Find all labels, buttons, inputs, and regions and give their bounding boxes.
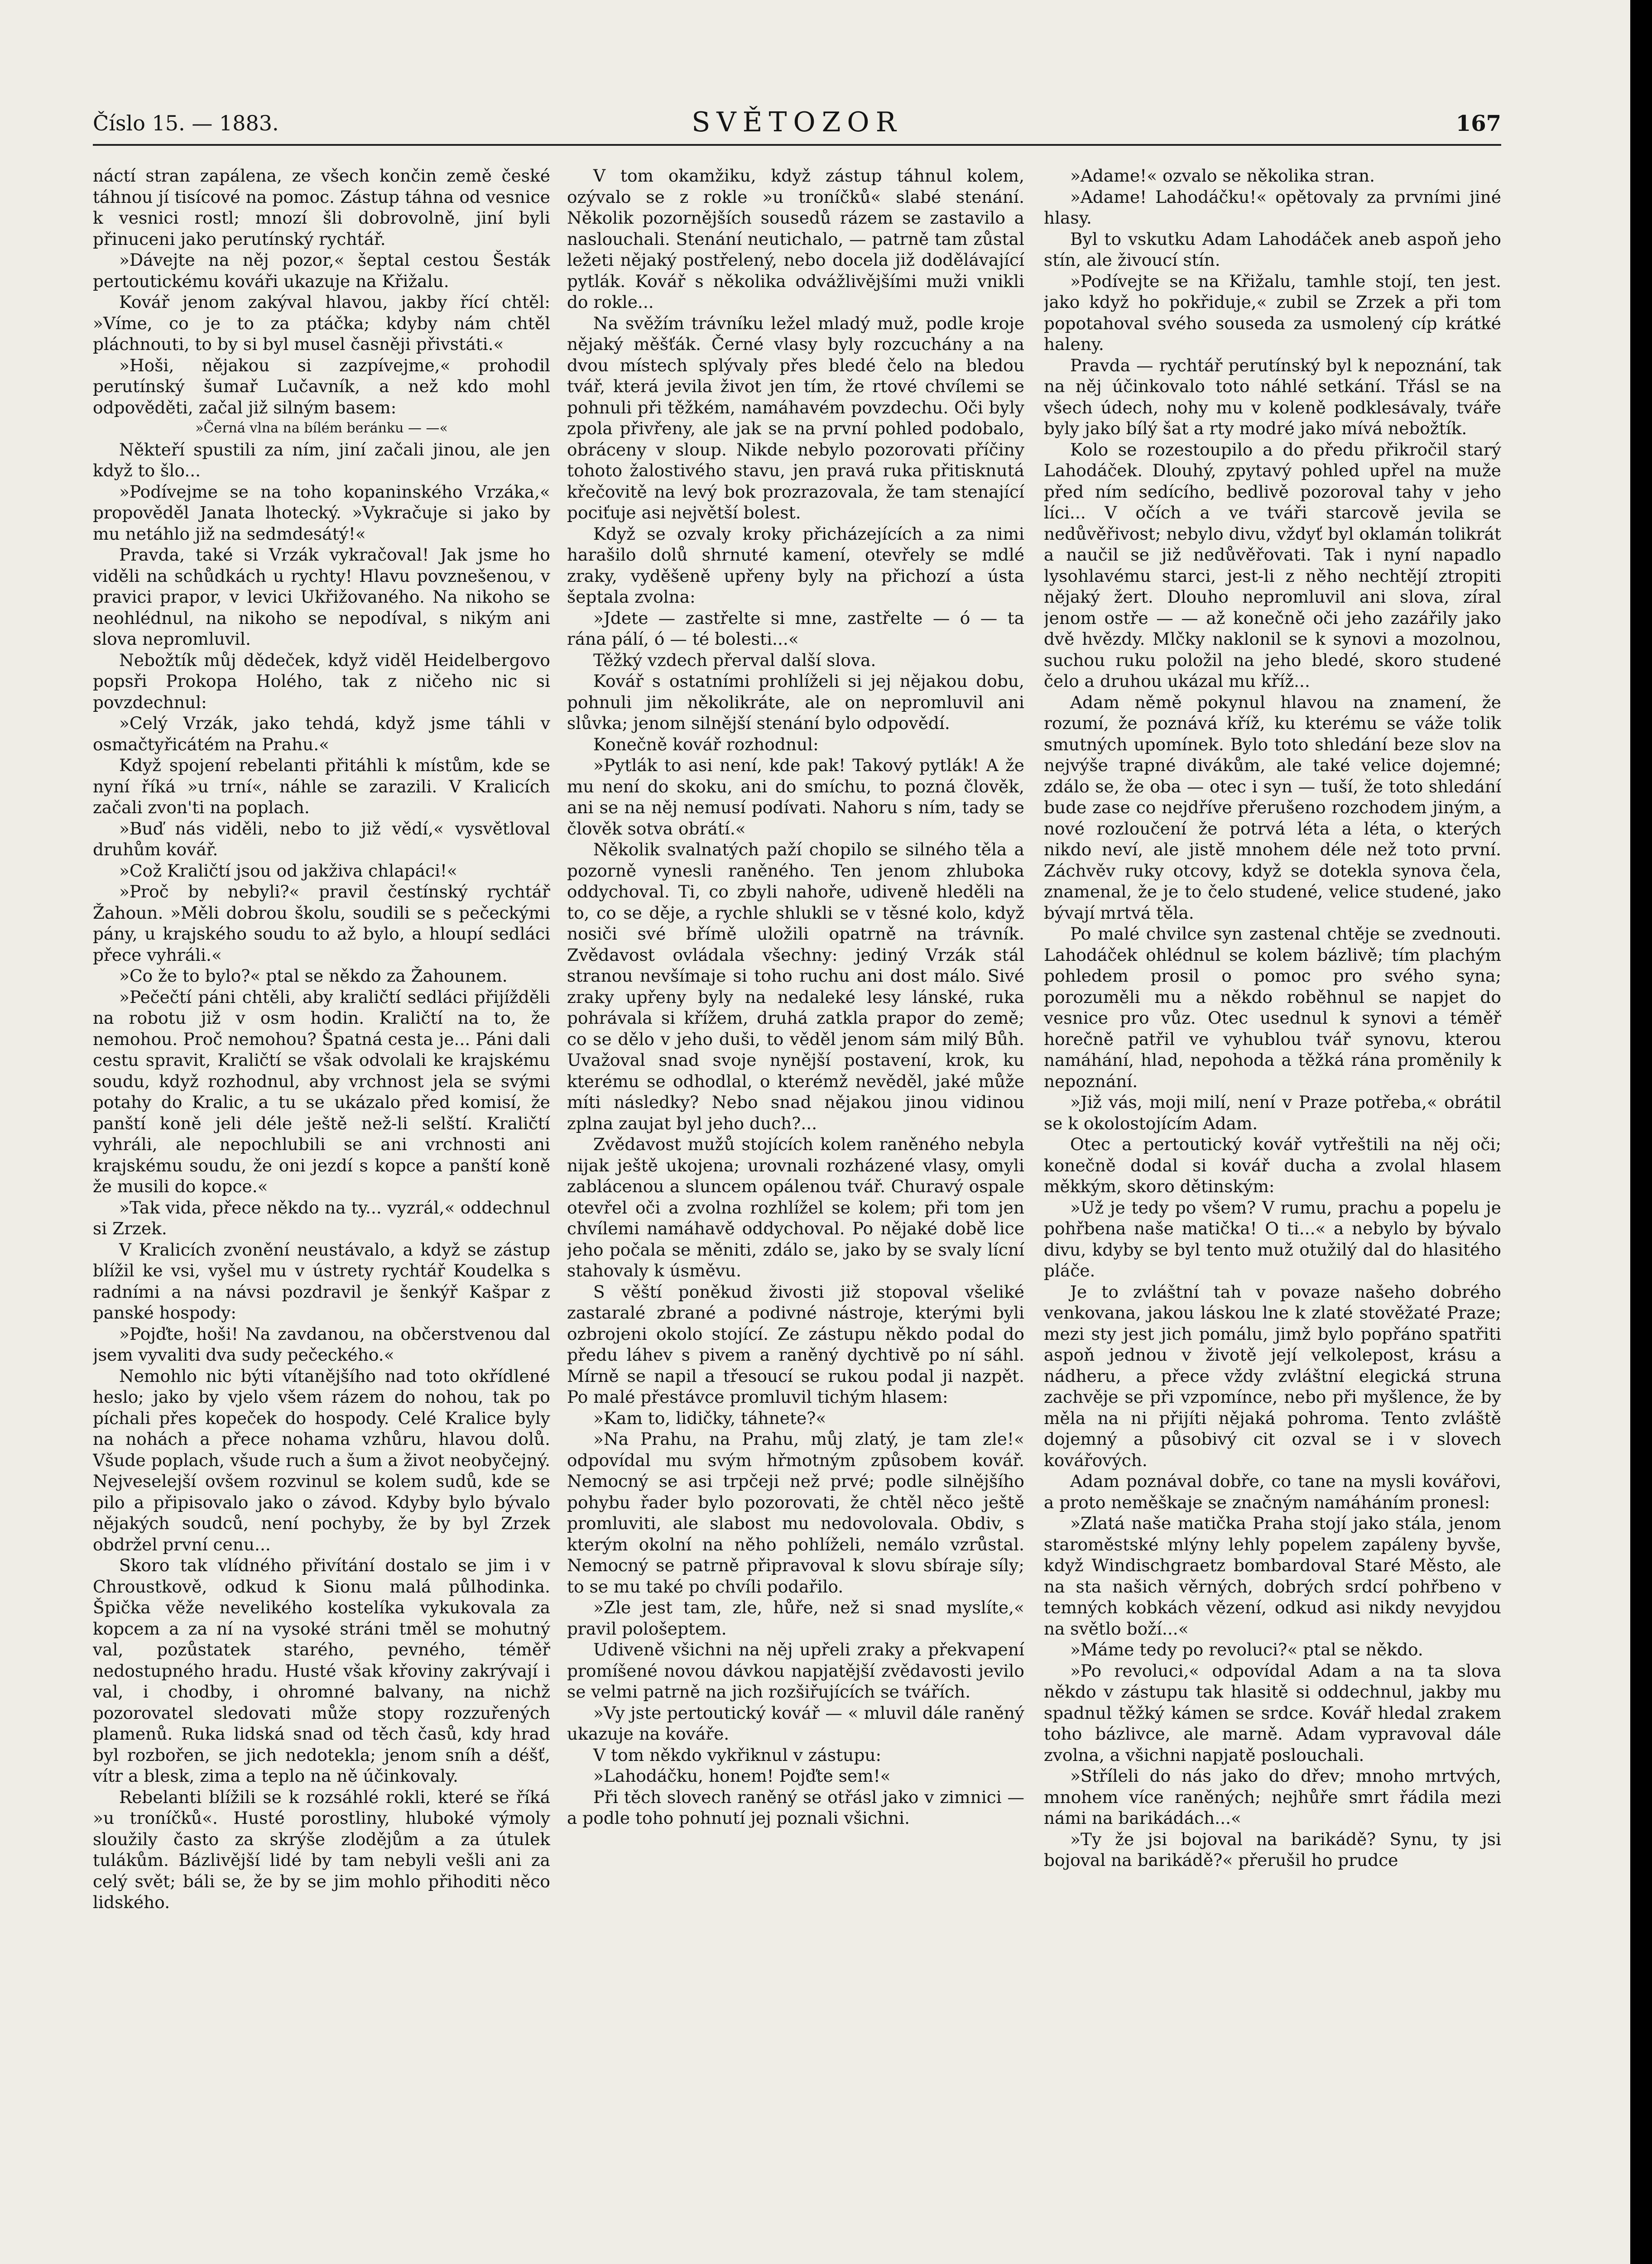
paragraph: »Celý Vrzák, jako tehdá, když jsme táhli v osmačtyřicátém na Prahu.« [93, 713, 550, 754]
paragraph: »Už je tedy po všem? V rumu, prachu a popelu je pohřbena naše matička! O ti...« a nebylo by bývalo divu, kdyby se byl tento muž otužilý dal do hlasitého pláče. [1044, 1197, 1501, 1281]
paragraph: »Adame!« ozvalo se několika stran. [1070, 166, 1375, 186]
paragraph: »Adame! Lahodáčku!« opětovaly za prvními jiné hlasy. [1044, 187, 1501, 228]
paragraph: Pravda, také si Vrzák vykračoval! Jak jsme ho viděli na schůdkách u rychty! Hlavu povznešenou, v pravici prapor, v levici Ukřižovaného. Na nikoho se neohlédnul, na nikoho se nepodíval, s nikým ani slova nepromluvil. [93, 545, 550, 649]
paragraph: »Pytlák to asi není, kde pak! Takový pytlák! A že mu není do skoku, ani do smíchu, to pozná člověk, ani se na něj nemusí podívati. Nahoru s ním, tady se člověk sotva obrátí.« [567, 755, 1024, 839]
paragraph: »Stříleli do nás jako do dřev; mnoho mrtvých, mnohem více raněných; nejhůře smrt řádila mezi námi na barikádách...« [1044, 1766, 1501, 1828]
paragraph: Těžký vzdech přerval další slova. [593, 650, 876, 670]
paragraph: Pravda — rychtář perutínský byl k nepoznání, tak na něj účinkovalo toto náhlé setkání. Třásl se na všech údech, nohy mu v koleně podklesávaly, tváře byly jako bílý šat a rty modré jako mívá nebožtík. [1044, 355, 1501, 438]
paragraph: S věští poněkud živosti již stopoval všeliké zastaralé zbrané a podivné nástroje, kterými byli ozbrojeni okolo stojící. Ze zástupu někdo podal do předu láhev s pivem a raněný dychtivě po ní sáhl. Mírně se napil a třesoucí se rukou podal ji nazpět. Po malé přestávce promluvil tichým hlasem: [567, 1281, 1024, 1407]
text-column-right [1044, 165, 1501, 2221]
paragraph: Zvědavost mužů stojících kolem raněného nebyla nijak ještě ukojena; urovnali rozházené vlasy, omyli zablácenou a sluncem opálenou tvář. Churavý ospale otevřel oči a zvolna rozhlížel se kolem; při tom jen chvílemi namáhavě oddychoval. Po nějaké době lice jeho počala se měniti, zdálo se, jako by se svaly lícní stahovaly k úsměvu. [567, 1134, 1024, 1281]
paragraph: »Ty že jsi bojoval na barikádě? Synu, ty jsi bojoval na barikádě?« přerušil ho prudce [1044, 1829, 1501, 1870]
issue-number: Číslo 15. — 1883. [93, 111, 279, 135]
paragraph: Skoro tak vlídného přivítání dostalo se jim i v Chroustkově, odkud k Sionu malá půlhodinka. Špička věže nevelikého kostelíka vykukovala za kopcem a za ní na vysoké stráni tměl se mohutný val, pozůstatek starého, pevného, téměř nedostupného hradu. Husté však křoviny zakrývají i val, i chodby, i ohromné balvany, na nichž pozorovatel sledovati může stopy rozzuřených plamenů. Ruka lidská snad od těch časů, kdy hrad byl rozbořen, se jich nedotekla; jenom sníh a déšť, vítr a blesk, zima a teplo na ně účinkovaly. [93, 1555, 550, 1786]
paragraph: »Již vás, moji milí, není v Praze potřeba,« obrátil se k okolostojícím Adam. [1044, 1092, 1501, 1133]
paragraph: »Jdete — zastřelte si mne, zastřelte — ó — ta rána pálí, ó — té bolesti...« [567, 608, 1024, 649]
paragraph: Když spojení rebelanti přitáhli k místům, kde se nyní říká »u trní«, náhle se zarazili. V Kralicích začali zvon'ti na poplach. [93, 755, 550, 817]
header-rule [93, 144, 1501, 146]
paragraph: »Což Kraličtí jsou od jakživa chlapáci!« [119, 860, 457, 881]
paragraph: V tom okamžiku, když zástup táhnul kolem, ozývalo se z rokle »u troníčků« slabé stenání. Několik pozornějších sousedů rázem se zastavilo a naslouchali. Stenání neutichalo, — patrně tam zůstal ležeti nějaký postřelený, nebo docela již dodělávající pytlák. Kovář s několika odvážlivějšími muži vnikli do rokle... [567, 166, 1024, 312]
paragraph: »Dávejte na něj pozor,« šeptal cestou Šesták pertoutickému kováři ukazuje na Křižalu. [93, 250, 550, 291]
paragraph: Adam němě pokynul hlavou na znamení, že rozumí, že poznává kříž, ku kterému se váže tolik smutných upomínek. Bylo toto shledání beze slov na nejvýše trapné divákům, ale také velice dojemné; zdálo se, že oba — otec i syn — tuší, že toto shledání bude zase co nejdříve přerušeno rozchodem jiným, a nové rozloučení že potrvá léta a léta, o kterých nikdo neví, ale jistě mnohem déle než toto první. Záchvěv ruky otcovy, když se dotekla synova čela, znamenal, že je to čelo studené, velice studené, jako bývají mrtvá těla. [1044, 692, 1501, 923]
paragraph: Adam poznával dobře, co tane na mysli kovářovi, a proto neměškaje se značným namáháním pronesl: [1044, 1471, 1501, 1512]
paragraph: Nebožtík můj dědeček, když viděl Heidelbergovo popsři Prokopa Holého, tak z ničeho nic si povzdechnul: [93, 650, 550, 712]
paragraph: »Podívejme se na toho kopaninského Vrzáka,« propověděl Janata lhotecký. »Vykračuje si jako by mu netáhlo již na sedmdesátý!« [93, 481, 550, 544]
paragraph: Při těch slovech raněný se otřásl jako v zimnici — a podle toho pohnutí jej poznali všichni. [567, 1787, 1024, 1828]
paragraph: »Podívejte se na Křižalu, tamhle stojí, ten jest. jako když ho pokřiduje,« zubil se Zrzek a při tom popotahoval svého souseda za usmolený cíp krátké haleny. [1044, 271, 1501, 354]
paragraph: »Zle jest tam, zle, hůře, než si snad myslíte,« pravil pološeptem. [567, 1597, 1024, 1639]
paragraph: V tom někdo vykřiknul v zástupu: [593, 1745, 882, 1765]
paragraph: Kolo se rozestoupilo a do předu přikročil starý Lahodáček. Dlouhý, zpytavý pohled upřel na muže před ním sedícího, bedlivě pozoroval tahy v jeho líci... V očích a ve tváři starcově jevila se nedůvěřivost; nebylo divu, vždyť byl oklamán tolikrát a naučil se již nedůvěřovati. Tak i nyní napadlo lysohlavému starci, jest-li z něho nechtějí ztropiti nějaký žert. Dlouho nepromluvil ani slova, zíral jenom ostře — — až konečně oči jeho zazářily jako dvě hvězdy. Mlčky naklonil se k synovi a mozolnou, suchou ruku položil na jeho bledé, skoro studené čelo a druhou ukázal mu kříž... [1044, 439, 1501, 691]
paragraph: »Lahodáčku, honem! Pojďte sem!« [593, 1766, 891, 1786]
paragraph: »Zlatá naše matička Praha stojí jako stála, jenom staroměstské mlýny lehly popelem zapáleny byvše, když Windischgraetz bombardoval Staré Město, ale na sta našich věrných, dobrých srdcí pohřbeno v temných kobkách vězení, odkud asi nikdy nevyjdou na světlo boží...« [1044, 1513, 1501, 1639]
paragraph: Po malé chvilce syn zastenal chtěje se zvednouti. Lahodáček ohlédnul se kolem bázlivě; tím plachým pohledem prosil o pomoc pro svého syna; porozuměli mu a někdo roběhnul se napjet do vesnice pro vůz. Otec usednul k synovi a téměř horečně patřil ve vyhublou tvář synovu, kterou namáhání, hlad, nepohoda a těžká rána proměnily k nepoznání. [1044, 924, 1501, 1091]
paragraph: Udiveně všichni na něj upřeli zraky a překvapení promíšené novou dávkou napjatější zvědavosti jevilo se velmi patrně na jich rozšiřujících se tvářích. [567, 1640, 1024, 1702]
paragraph: »Po revoluci,« odpovídal Adam a na ta slova někdo v zástupu tak hlasitě si oddechnul, jakby mu spadnul těžký kámen se srdce. Kovář hledal zrakem toho bázlivce, ale marně. Adam vypravoval dále zvolna, a všichni napjatě poslouchali. [1044, 1660, 1501, 1765]
paragraph: Několik svalnatých paží chopilo se silného těla a pozorně vynesli raněného. Ten jenom zhluboka oddychoval. Ti, co zbyli nahoře, udiveně hleděli na to, co se děje, a rychle shlukli se v těsné kolo, když nosiči své břímě uložili opatrně na trávník. Zvědavost ovládala všechny: jediný Vrzák stál stranou nevšímaje si toho ruchu ani dost málo. Sivé zraky upřeny byly na nedaleké lesy lánské, ruka pohrávala si křížem, druhá zatkla prapor do země; co se dělo v jeho duši, to věděl jenom sám milý Bůh. Uvažoval snad svoje nynější postavení, krok, ku kterému se odhodlal, o kterémž nevěděl, jaké může míti následky? Nebo snad nějakou jinou vidinou zplna zaujat byl jeho duch?... [567, 839, 1024, 1133]
text-column-left [93, 165, 550, 2221]
paragraph: Na svěžím trávníku ležel mladý muž, podle kroje nějaký měšťák. Černé vlasy byly rozcuchány a na dvou místech splývaly přes bledé čelo na bledou tvář, která jevila život jen tím, že rtové chvílemi se pohnuli při těžkém, namáhavém povzdechu. Oči byly zpola přivřeny, ale jak se na první pohled podobalo, obráceny v sloup. Nikde nebylo pozorovati příčiny tohoto žalostivého stavu, jen pravá ruka přitisknutá křečovitě na levý bok prozrazovala, že tam stenající pociťuje asi největší bolest. [567, 313, 1024, 523]
paragraph: »Pojďte, hoši! Na zavdanou, na občerstvenou dal jsem vyvaliti dva sudy pečeckého.« [93, 1324, 550, 1365]
paragraph: »Máme tedy po revoluci?« ptal se někdo. [1070, 1640, 1423, 1660]
paragraph: Kovář s ostatními prohlíželi si jej nějakou dobu, pohnuli jim několikráte, ale on nepromluvil ani slůvka; jenom silnější stenání bylo odpovědí. [567, 671, 1024, 733]
text-column-middle [567, 165, 1024, 2221]
paragraph: V Kralicích zvonění neustávalo, a když se zástup blížil ke vsi, vyšel mu v ústrety rychtář Koudelka s radními a na návsi pozdravil je šenkýř Kašpar z panské hospody: [93, 1239, 550, 1323]
paragraph: Otec a pertoutický kovář vytřeštili na něj oči; konečně dodal si kovář ducha a zvolal hlasem měkkým, skoro dětinským: [1044, 1134, 1501, 1196]
paragraph: Rebelanti blížili se k rozsáhlé rokli, které se říká »u troníčků«. Husté porostliny, hluboké výmoly sloužily často za skrýše zlodějům a za útulek tulákům. Bázlivější lidé by tam nebyli vešli ani za celý svět; báli se, že by se jim mohlo přihoditi něco lidského. [93, 1787, 550, 1912]
paragraph: »Kam to, lidičky, táhnete?« [593, 1408, 826, 1428]
paragraph: Když se ozvaly kroky přicházejících a za nimi harašilo dolů shrnuté kamení, otevřely se mdlé zraky, vyděšeně upřeny byly na přichozí a ústa šeptala zvolna: [567, 523, 1024, 607]
paragraph: »Buď nás viděli, nebo to již vědí,« vysvětloval druhům kovář. [93, 818, 550, 859]
paragraph: Někteří spustili za ním, jiní začali jinou, ale jen když to šlo... [93, 439, 550, 480]
journal-title: SVĚTOZOR [692, 106, 903, 138]
paragraph: Je to zvláštní tah v povaze našeho dobrého venkovana, jakou láskou lne k zlaté stověžaté Praze; mezi sty jest jich pomálu, jimž bylo popřáno spatřiti aspoň jednou v životě její velkolepost, krásu a nádheru, a přece vždy zvláštní elegická struna zachvěje se při vzpomínce, nebo při myšlence, že by měla na ni přijíti nějaká pohroma. Tento zvláště dojemný a působivý cit ozval se i v slovech kovářových. [1044, 1281, 1501, 1470]
paragraph: Nemohlo nic býti vítanějšího nad toto okřídlené heslo; jako by vjelo všem rázem do nohou, tak po píchali přes kopeček do hospody. Celé Kralice byly na nohách a přece nohama vzhůru, hlavou dolů. Všude poplach, všude ruch a šum a život neobyčejný. Nejveselejší ovšem rozvinul se kolem sudů, kde se pilo a připisovalo jako o závod. Kdyby bylo bývalo nějakých soudců, není pochyby, že by byl Zrzek obdržel první cenu... [93, 1366, 550, 1554]
paragraph: »Pečečtí páni chtěli, aby kraličtí sedláci přijížděli na robotu již v osm hodin. Kraličtí na to, že nemohou. Proč nemohou? Špatná cesta je... Páni dali cestu spravit, Kraličtí se však odvolali ke krajskému soudu, když rozhodnul, aby vrchnost jela se svými potahy do Kralic, a tu se ukázalo před komisí, že panští koně jeli déle ještě než-li selští. Kraličtí vyhráli, ale nepochlubili se ani vrchnosti ani krajskému soudu, že oni jezdí s kopce a panští koně že musili do kopce.« [93, 987, 550, 1196]
page-number: 167 [1455, 111, 1501, 136]
paragraph: »Černá vlna na bílém beránku — —« [195, 420, 448, 436]
page-header [93, 106, 1501, 143]
paragraph: Kovář jenom zakýval hlavou, jakby řící chtěl: »Víme, co je to za ptáčka; kdyby nám chtěl pláchnouti, to by si byl musel časněji přivstáti.« [93, 292, 550, 354]
paragraph: »Hoši, nějakou si zazpívejme,« prohodil perutínský šumař Lučavník, a než kdo mohl odpověděti, začal již silným basem: [93, 355, 550, 417]
paragraph: »Na Prahu, na Prahu, můj zlatý, je tam zle!« odpovídal mu svým hřmotným způsobem kovář. Nemocný se asi trpčeji než prvé; podle silnějšího pohybu řader bylo pozorovati, že chtěl něco ještě promluviti, ale slabost mu nedovolovala. Obdiv, s kterým okolní na něho pohlíželi, nemálo vzrůstal. Nemocný se patrně připravoval k slovu sbíraje síly; to se mu také po chvíli podařilo. [567, 1429, 1024, 1597]
paragraph: Konečně kovář rozhodnul: [593, 734, 819, 754]
paragraph: »Proč by nebyli?« pravil čestínský rychtář Žahoun. »Měli dobrou školu, soudili se s pečeckými pány, u krajského soudu to až bylo, a hloupí sedláci přece vyhráli.« [93, 882, 550, 965]
paragraph: »Vy jste pertoutický kovář — « mluvil dále raněný ukazuje na kováře. [567, 1703, 1024, 1744]
paragraph: »Tak vida, přece někdo na ty... vyzrál,« oddechnul si Zrzek. [93, 1197, 550, 1238]
paragraph: Byl to vskutku Adam Lahodáček aneb aspoň jeho stín, ale živoucí stín. [1044, 229, 1501, 270]
paragraph: náctí stran zapálena, ze všech končin země české táhnou jí tisícové na pomoc. Zástup táhna od vesnice k vesnici rostl; mnozí šli dobrovolně, jiní byli přinuceni jako perutínský rychtář. [93, 166, 550, 249]
paragraph: »Co že to bylo?« ptal se někdo za Žahounem. [119, 966, 508, 986]
